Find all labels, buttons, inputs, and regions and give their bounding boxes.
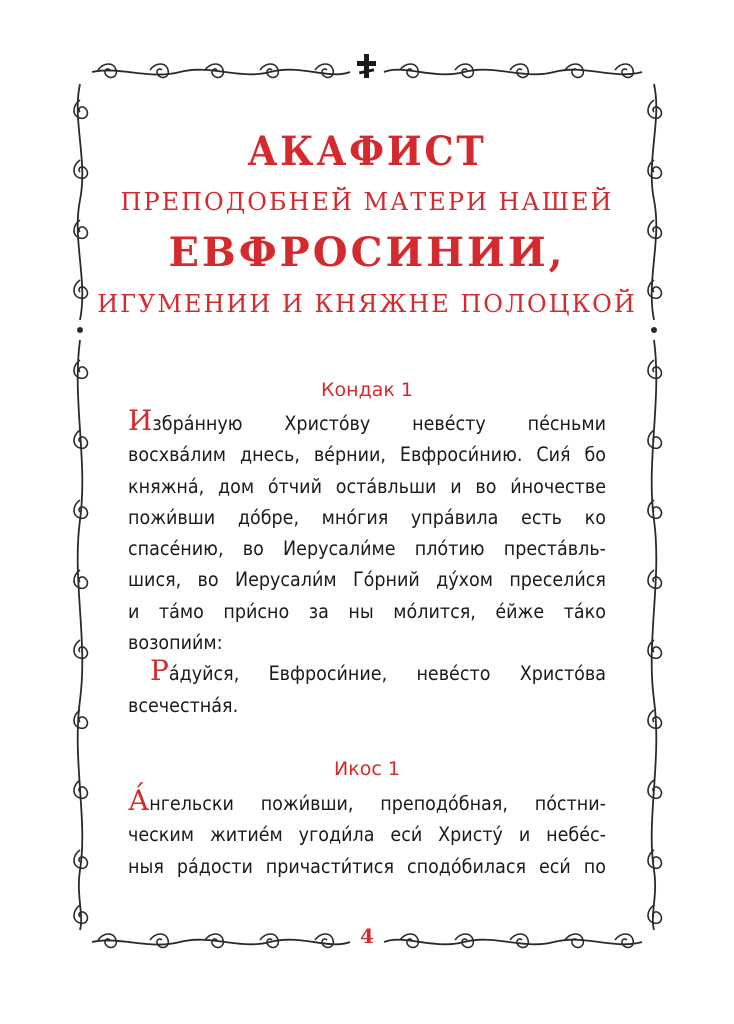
left-border-ornament bbox=[74, 84, 87, 930]
kondak-1-text bbox=[128, 404, 606, 721]
right-border-ornament bbox=[648, 84, 661, 930]
refrain-line: Ра́дуйся, Евфроси́ние, неве́сто Христо́ва bbox=[150, 654, 606, 688]
text-line: ческим житие́м угоди́ла еси́ Христу́ и небе́с- bbox=[128, 823, 606, 847]
page-number: 4 bbox=[360, 924, 374, 948]
cross-icon bbox=[357, 54, 376, 78]
text-line: Избра́нную Христо́ву неве́сту пе́сньми bbox=[128, 404, 606, 437]
kondak-1-heading: Кондак 1 bbox=[321, 379, 413, 401]
drop-cap: А́ bbox=[128, 784, 150, 817]
text-line: и та́мо при́сно за ны мо́лится, е́йже та́ко bbox=[128, 599, 606, 623]
akathist-title bbox=[90, 130, 644, 326]
ikos-1-text bbox=[128, 784, 606, 882]
title-line-1: АКАФИСТ bbox=[247, 128, 487, 175]
text-line: восхва́лим днесь, ве́рнии, Евфроси́нию. Сия́ бо bbox=[128, 443, 606, 467]
text-line: ныя ра́дости причасти́тися сподо́билася еси́ по bbox=[128, 854, 606, 878]
title-line-3: ЕВФРОСИНИИ, bbox=[168, 229, 566, 276]
drop-cap: Р bbox=[150, 654, 169, 688]
text-line: шися, во Иерусали́м Го́рний ду́хом пресели́ся bbox=[128, 568, 606, 592]
text-line: А́нгельски пожи́вши, преподо́бная, по́стни- bbox=[128, 784, 606, 817]
text-line: княжна́, дом о́тчий оста́вльши и во и́ночестве bbox=[128, 474, 606, 498]
text-line: возопии́м: bbox=[128, 631, 223, 655]
refrain-line: всечестна́я. bbox=[128, 693, 239, 717]
title-line-4: ИГУМЕНИИ И КНЯЖНЕ ПОЛОЦКОЙ bbox=[97, 290, 637, 318]
ikos-1-heading: Икос 1 bbox=[334, 758, 400, 780]
text-line: спасе́нию, во Иерусали́ме пло́тию преста́вль- bbox=[128, 537, 606, 561]
text-line: пожи́вши до́бре, мно́гия упра́вила есть ко bbox=[128, 505, 606, 529]
title-line-2: ПРЕПОДОБНЕЙ МАТЕРИ НАШЕЙ bbox=[120, 188, 614, 216]
drop-cap: И bbox=[128, 404, 153, 437]
